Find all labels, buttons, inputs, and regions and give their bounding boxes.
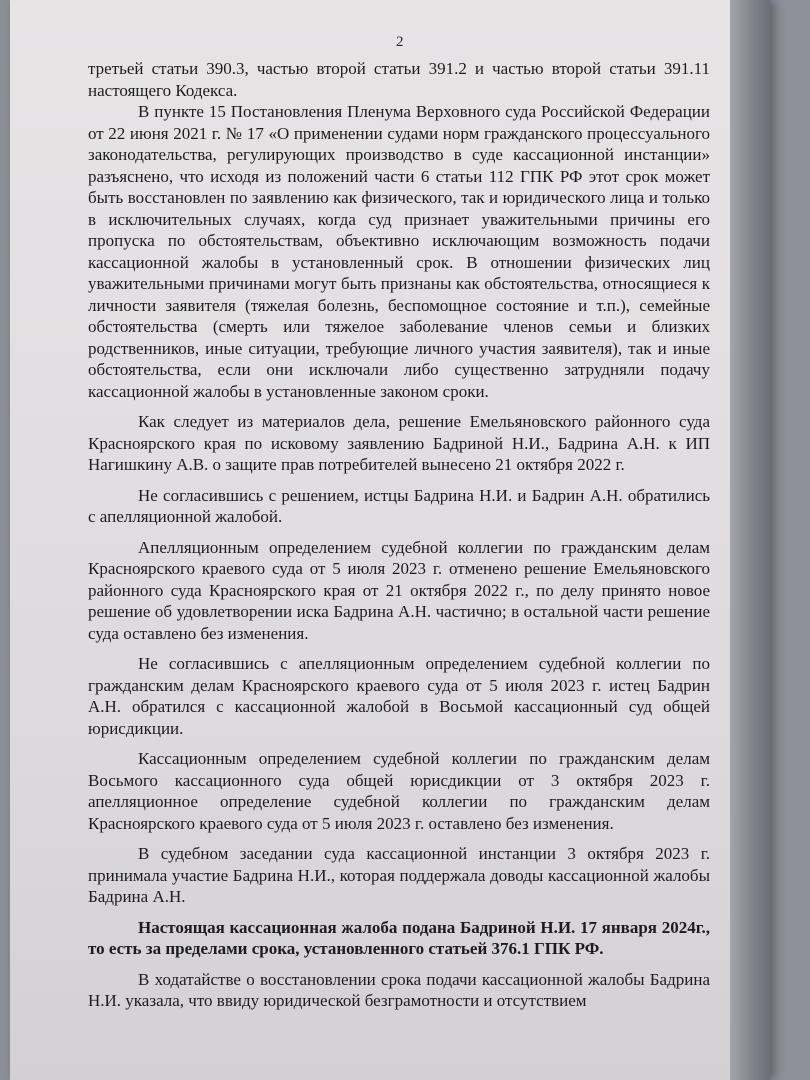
paragraph-3: Как следует из материалов дела, решение Емельяновского районного суда Красноярского края по исковому заявлению Бадриной Н.И., Бадрина А.Н. к ИП Нагишкину А.В. о защите прав потребителей вынесено 21 октября 2022 г. [88, 412, 710, 474]
paragraph-10: В ходатайстве о восстановлении срока подачи кассационной жалобы Бадрина Н.И. указала, что ввиду юридической безграмотности и отсутствием [88, 969, 710, 1010]
document-page [10, 0, 770, 1080]
paragraph-6: Не согласившись с апелляционным определением судебной коллегии по гражданским делам Красноярского краевого суда от 5 июля 2023 г. истец Бадрин А.Н. обратился с кассационной жалобой в Восьмой кассационный суд общей юрисдикции. [88, 654, 710, 738]
document-body [88, 58, 710, 1012]
paragraph-4: Не согласившись с решением, истцы Бадрина Н.И. и Бадрин А.Н. обратились с апелляционной жалобой. [88, 485, 710, 526]
paragraph-1: третьей статьи 390.3, частью второй статьи 391.2 и частью второй статьи 391.11 настоящего Кодекса. [88, 59, 710, 100]
paragraph-5: Апелляционным определением судебной коллегии по гражданским делам Красноярского краевого суда от 5 июля 2023 г. отменено решение Емельяновского районного суда Красноярского края от 21 октября 2022 г., по делу принято новое решение об удовлетворении иска Бадрина А.Н. частично; в остальной части решение суда оставлено без изменения. [88, 537, 710, 643]
page-number: 2 [396, 34, 404, 50]
page-edge-shadow [730, 0, 770, 1080]
paragraph-9: Настоящая кассационная жалоба подана Бадриной Н.И. 17 января 2024г., то есть за пределами срока, установленного статьей 376.1 ГПК РФ. [88, 917, 710, 958]
paragraph-2: В пункте 15 Постановления Пленума Верховного суда Российской Федерации от 22 июня 2021 г. № 17 «О применении судами норм гражданского процессуального законодательства, регулирующих производство в суде кассационной инстанции» разъяснено, что исходя из положений части 6 статьи 112 ГПК РФ этот срок может быть восстановлен по заявлению как физического, так и юридического лица и только в исключительных случаях, когда суд признает уважительными причины его пропуска по обстоятельствам, объективно исключающим возможность подачи кассационной жалобы в установленный срок. В отношении физических лиц уважительными причинами могут быть признаны как обстоятельства, относящиеся к личности заявителя (тяжелая болезнь, беспомощное состояние и т.п.), семейные обстоятельства (смерть или тяжелое заболевание членов семьи и близких родственников, иные ситуации, требующие личного участия заявителя), так и иные обстоятельства, если они исключали либо существенно затрудняли подачу кассационной жалобы в установленные законом сроки. [88, 102, 710, 401]
paragraph-8: В судебном заседании суда кассационной инстанции 3 октября 2023 г. принимала участие Бадрина Н.И., которая поддержала доводы кассационной жалобы Бадрина А.Н. [88, 844, 710, 906]
paragraph-7: Кассационным определением судебной коллегии по гражданским делам Восьмого кассационного суда общей юрисдикции от 3 октября 2023 г. апелляционное определение судебной коллегии по гражданским делам Красноярского краевого суда от 5 июля 2023 г. оставлено без изменения. [88, 749, 710, 833]
